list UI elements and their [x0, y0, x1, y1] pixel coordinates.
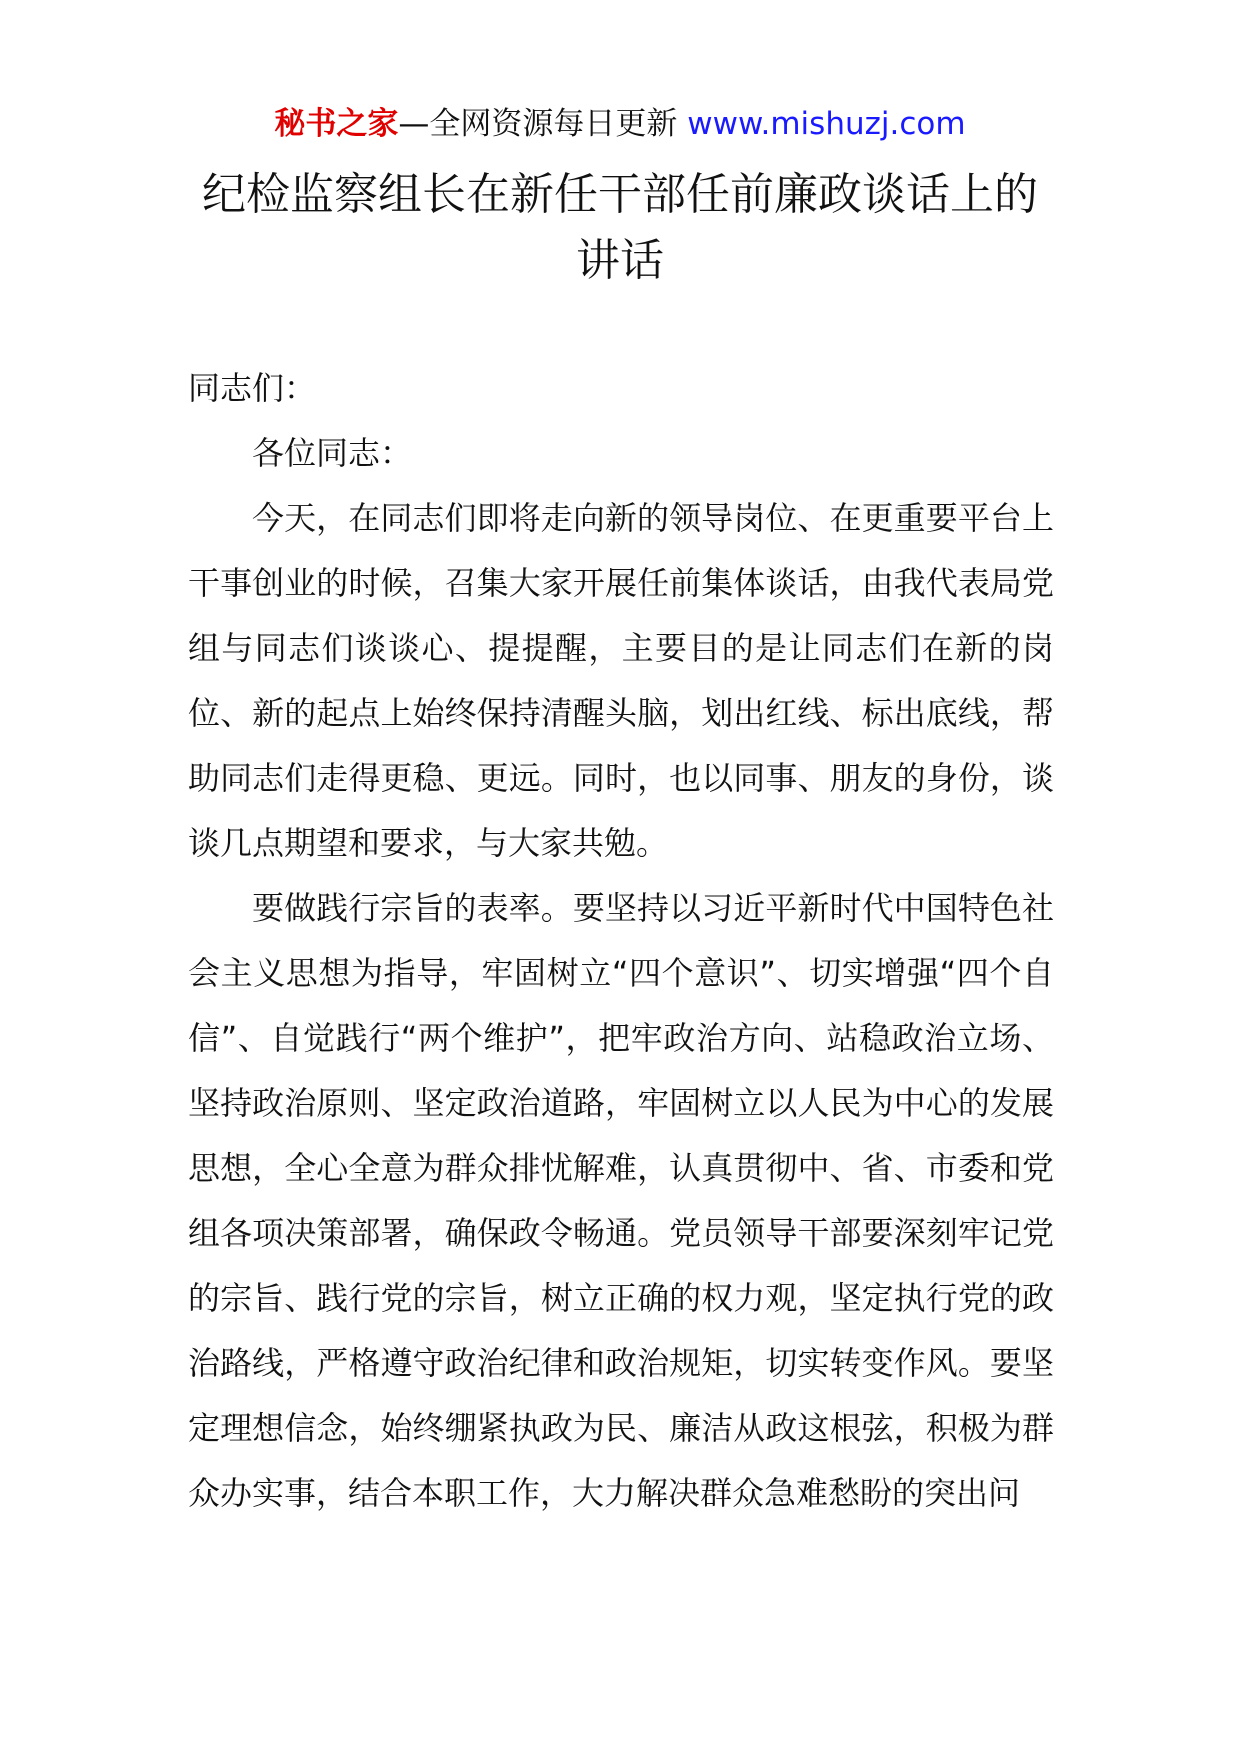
paragraph-greeting: 各位同志：: [252, 434, 413, 472]
salutation: 同志们：: [188, 369, 317, 407]
site-header: [0, 100, 1240, 148]
paragraph-first-requirement: 要做践行宗旨的表率。要坚持以习近平新时代中国特色社会主义思想为指导，牢固树立“四个意识”、切实增强“四个自信”、自觉践行“两个维护”，把牢政治方向、站稳政治立场、坚持政治原则、坚定政治道路，牢固树立以人民为中心的发展思想，全心全意为群众排忧解难，认真贯彻中、省、市委和党组各项决策部署，确保政令畅通。党员领导干部要深刻牢记党的宗旨、践行党的宗旨，树立正确的权力观，坚定执行党的政治路线，严格遵守政治纪律和政治规矩，切实转变作风。要坚定理想信念，始终绷紧执政为民、廉洁从政这根弦，积极为群众办实事，结合本职工作，大力解决群众急难愁盼的突出问: [188, 889, 1054, 1512]
document-body: [188, 356, 1054, 1526]
document-title: 纪检监察组长在新任干部任前廉政谈话上的讲话: [202, 169, 1038, 286]
site-url-link[interactable]: www.mishuzj.com: [687, 106, 966, 142]
header-tagline: —全网资源每日更新: [398, 106, 688, 142]
brand-name: 秘书之家: [274, 106, 399, 142]
paragraph-introduction: 今天，在同志们即将走向新的领导岗位、在更重要平台上干事创业的时候，召集大家开展任前集体谈话，由我代表局党组与同志们谈谈心、提提醒，主要目的是让同志们在新的岗位、新的起点上始终保持清醒头脑，划出红线、标出底线，帮助同志们走得更稳、更远。同时，也以同事、朋友的身份，谈谈几点期望和要求，与大家共勉。: [188, 499, 1054, 862]
